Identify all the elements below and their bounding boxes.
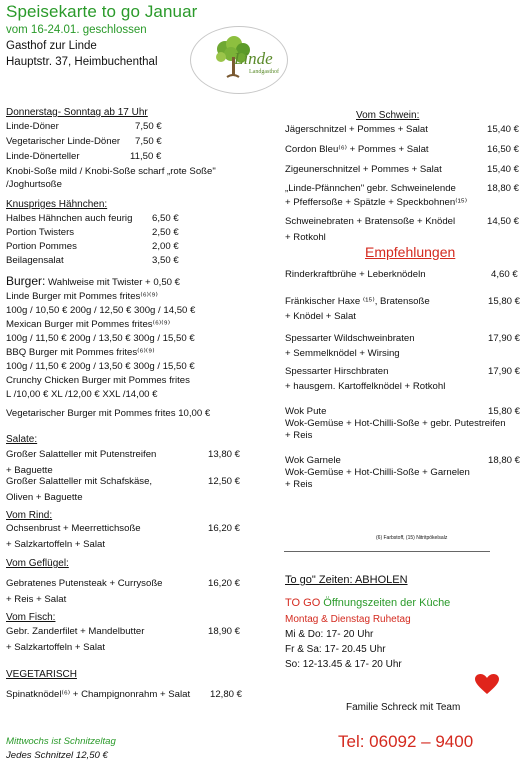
menu-item [285, 144, 520, 156]
item-price: 3,50 € [152, 255, 179, 266]
menu-item [285, 269, 520, 281]
item-desc: + Baguette [6, 465, 53, 476]
menu-item [6, 227, 186, 239]
veg-burger: Vegetarischer Burger mit Pommes frites 10,00 € [6, 408, 211, 419]
menu-item [6, 578, 246, 606]
hours-line: Fr & Sa: 17- 20.45 Uhr [285, 644, 386, 655]
hours-label: Öffnungszeiten der Küche [320, 597, 451, 609]
item-price: 14,50 € [487, 216, 520, 227]
heart-icon [474, 673, 500, 695]
hours-line: So: 12-13.45 & 17- 20 Uhr [285, 659, 402, 670]
menu-item [285, 296, 520, 323]
schnitzel-price: Jedes Schnitzel 12,50 € [6, 750, 108, 761]
phone-number: Tel: 06092 – 9400 [338, 732, 474, 751]
closed-notice: vom 16-24.01. geschlossen [6, 24, 147, 36]
menu-item [285, 366, 520, 393]
burger-line: BBQ Burger mit Pommes frites⁽⁶⁾⁽⁹⁾ [6, 347, 155, 358]
item-price: 2,50 € [152, 227, 179, 238]
item-desc: + Salzkartoffeln + Salat [6, 539, 106, 550]
item-price: 15,80 € [488, 406, 521, 417]
menu-item [6, 689, 246, 701]
item-desc: + Pfeffersoße + Spätzle + Speckbohnen⁽¹⁵⁾ [285, 197, 468, 208]
burger-line: L /10,00 € XL /12,00 € XXL /14,00 € [6, 389, 158, 400]
menu-item [6, 523, 246, 551]
item-price: 16,20 € [208, 578, 241, 589]
logo-text: Linde [234, 49, 273, 68]
item-price: 17,90 € [488, 366, 521, 377]
menu-item [285, 124, 520, 136]
item-name: Linde-Döner [6, 121, 59, 132]
gefluegel-header: Vom Geflügel: [6, 558, 69, 569]
item-name: Gebr. Zanderfilet + Mandelbutter [6, 626, 145, 637]
menu-item [285, 455, 520, 491]
item-desc: + Reis [285, 430, 313, 441]
menu-item [285, 406, 520, 442]
divider [284, 551, 490, 552]
item-price: 2,00 € [152, 241, 179, 252]
item-price: 18,90 € [208, 626, 241, 637]
family-signature: Familie Schreck mit Team [346, 702, 461, 713]
item-price: 12,50 € [208, 476, 241, 487]
knusp-header: Knuspriges Hähnchen: [6, 199, 108, 210]
item-price: 15,40 € [487, 124, 520, 135]
menu-item [285, 183, 520, 209]
schwein-header: Vom Schwein: [356, 110, 420, 121]
item-price: 15,80 € [488, 296, 521, 307]
item-price: 6,50 € [152, 213, 179, 224]
burger-header [6, 275, 180, 289]
restaurant-name: Gasthof zur Linde [6, 40, 97, 52]
burger-line: Linde Burger mit Pommes frites⁽⁶⁾⁽⁹⁾ [6, 291, 158, 302]
item-desc: + Salzkartoffeln + Salat [6, 642, 106, 653]
item-name: Ochsenbrust + Meerrettichsoße [6, 523, 141, 534]
doener-sauce-note: Knobi-Soße mild / Knobi-Soße scharf „rote Soße" [6, 166, 216, 177]
burger-line: Mexican Burger mit Pommes frites⁽⁶⁾⁽⁹⁾ [6, 319, 171, 330]
menu-item [285, 333, 520, 360]
item-name: Vegetarischer Linde-Döner [6, 136, 121, 147]
menu-item [6, 255, 186, 267]
menu-item [285, 164, 520, 176]
rind-header: Vom Rind: [6, 510, 53, 521]
item-name: Portion Pommes [6, 241, 77, 252]
item-name: Rinderkraftbrühe + Leberknödeln [285, 269, 426, 280]
menu-title: Speisekarte to go Januar [6, 2, 198, 21]
item-desc: + Reis [285, 479, 313, 490]
hours-line: Mi & Do: 17- 20 Uhr [285, 629, 374, 640]
menu-item [6, 241, 186, 253]
item-price: 18,80 € [488, 455, 521, 466]
item-desc: Wok-Gemüse + Hot-Chilli-Soße + gebr. Putestreifen [285, 418, 506, 429]
item-name: Spessarter Wildschweinbraten [285, 333, 415, 344]
item-desc: Wok-Gemüse + Hot-Chilli-Soße + Garnelen [285, 467, 470, 478]
burger-title: Burger: [6, 274, 46, 288]
item-name: Großer Salatteller mit Schafskäse, [6, 476, 153, 487]
item-name: Linde-Dönerteller [6, 151, 80, 162]
menu-item [6, 626, 246, 654]
menu-item [6, 136, 166, 148]
item-price: 18,80 € [487, 183, 520, 194]
item-name: Portion Twisters [6, 227, 75, 238]
item-price: 17,90 € [488, 333, 521, 344]
burger-line: Crunchy Chicken Burger mit Pommes frites [6, 375, 190, 386]
burger-line: 100g / 11,50 € 200g / 13,50 € 300g / 15,50 € [6, 361, 195, 372]
item-price: 16,50 € [487, 144, 520, 155]
item-name: Cordon Bleu⁽⁶⁾ + Pommes + Salat [285, 144, 429, 155]
menu-item [6, 213, 186, 225]
item-desc: + hausgem. Kartoffelknödel + Rotkohl [285, 381, 446, 392]
item-desc: Oliven + Baguette [6, 492, 83, 503]
item-price: 11,50 € [130, 151, 162, 162]
item-name: Wok Garnele [285, 455, 341, 466]
item-desc: + Semmelknödel + Wirsing [285, 348, 400, 359]
item-price: 15,40 € [487, 164, 520, 175]
schnitzel-day: Mittwochs ist Schnitzeltag [6, 736, 116, 747]
menu-item [6, 476, 246, 504]
menu-item [285, 216, 520, 244]
restaurant-logo [190, 26, 288, 94]
item-name: Wok Pute [285, 406, 327, 417]
item-price: 7,50 € [135, 121, 162, 132]
hours-title [285, 597, 450, 609]
salate-header: Salate: [6, 434, 38, 445]
item-desc: + Rotkohl [285, 232, 326, 243]
logo-subtext: Landgasthof [249, 69, 279, 75]
item-price: 13,80 € [208, 449, 241, 460]
burger-option: Wahlweise mit Twister + 0,50 € [48, 277, 180, 288]
ruhetag: Montag & Dienstag Ruhetag [285, 614, 411, 625]
item-price: 7,50 € [135, 136, 162, 147]
item-name: Gebratenes Putensteak + Currysoße [6, 578, 163, 589]
fisch-header: Vom Fisch: [6, 612, 56, 623]
item-name: „Linde-Pfännchen" gebr. Schweinelende [285, 183, 456, 194]
togo-label: TO GO [285, 597, 321, 609]
item-name: Beilagensalat [6, 255, 64, 266]
item-name: Spessarter Hirschbraten [285, 366, 389, 377]
item-name: Halbes Hähnchen auch feurig [6, 213, 133, 224]
footnote: (6) Farbstoff, (15) Nitritpökelsalz [376, 535, 448, 541]
burger-line: 100g / 10,50 € 200g / 12,50 € 300g / 14,50 € [6, 305, 196, 316]
item-price: 16,20 € [208, 523, 241, 534]
item-name: Fränkischer Haxe ⁽¹⁵⁾, Bratensoße [285, 296, 430, 307]
item-desc: + Reis + Salat [6, 594, 67, 605]
menu-item [6, 121, 166, 133]
item-name: Großer Salatteller mit Putenstreifen [6, 449, 157, 460]
item-name: Zigeunerschnitzel + Pommes + Salat [285, 164, 442, 175]
empfehlungen-header: Empfehlungen [365, 244, 456, 260]
item-price: 12,80 € [210, 689, 243, 700]
item-name: Schweinebraten + Bratensoße + Knödel [285, 216, 456, 227]
item-name: Spinatknödel⁽⁶⁾ + Champignonrahm + Salat [6, 689, 191, 700]
item-desc: + Knödel + Salat [285, 311, 356, 322]
burger-line: 100g / 11,50 € 200g / 13,50 € 300g / 15,50 € [6, 333, 195, 344]
doener-header: Donnerstag- Sonntag ab 17 Uhr [6, 107, 148, 118]
restaurant-address: Hauptstr. 37, Heimbuchenthal [6, 56, 158, 68]
item-price: 4,60 € [491, 269, 518, 280]
doener-sauce-note: /Joghurtsoße [6, 179, 62, 190]
togo-title: To go" Zeiten: ABHOLEN [285, 574, 408, 586]
vegetarisch-header: VEGETARISCH [6, 669, 77, 680]
menu-item [6, 449, 246, 477]
menu-item [6, 151, 166, 163]
item-name: Jägerschnitzel + Pommes + Salat [285, 124, 428, 135]
